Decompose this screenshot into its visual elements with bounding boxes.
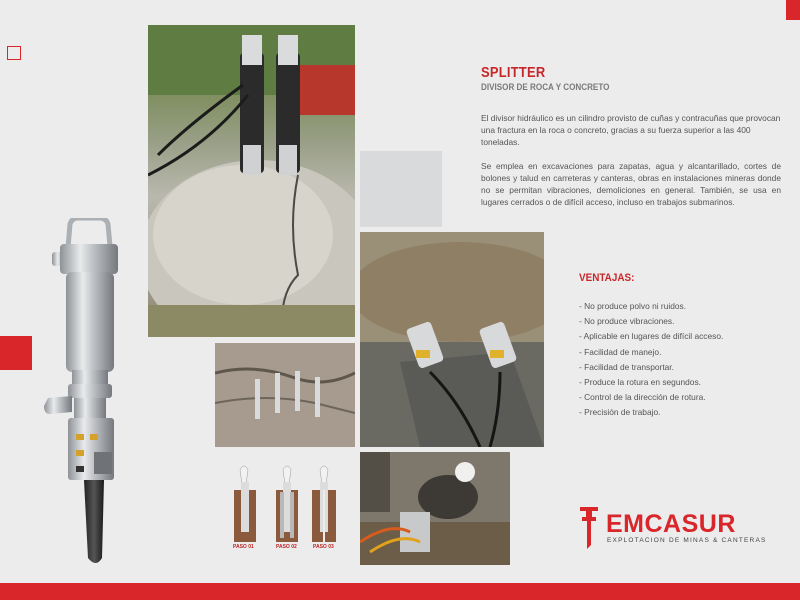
- advantage-item: - No produce vibraciones.: [579, 316, 675, 327]
- step-label-3: PASO 03: [313, 544, 334, 550]
- advantage-item: - Facilidad de transportar.: [579, 361, 674, 372]
- left-red-tab: [0, 336, 32, 370]
- outline-square-decoration: [7, 46, 21, 60]
- advantage-item: - Facilidad de manejo.: [579, 346, 662, 357]
- advantage-item: - Precisión de trabajo.: [579, 407, 661, 418]
- description-paragraph-1: El divisor hidráulico es un cilindro provisto de cuñas y contracuñas que provocan una fractura en la roca o concreto, gracias a su fuerza superior a las 400 toneladas.: [481, 113, 781, 147]
- trench-splitters-photo: [360, 232, 544, 447]
- rock-splitting-photo: [148, 25, 355, 337]
- logo-wordmark: EMCASUR: [606, 510, 736, 538]
- bottom-red-bar: [0, 583, 800, 600]
- advantage-item: - No produce polvo ni ruidos.: [579, 301, 687, 311]
- description-paragraph-2: Se emplea en excavaciones para zapatas, agua y alcantarillado, cortes de bolones y talud en carreteras y canteras, obras en instalaciones mineras donde no se permitan vibraciones, demoliciones en general. También, se usa en lugares cerrados o de difícil acceso, incluso en trabajos submarinos.: [481, 161, 781, 207]
- advantages-list: [579, 299, 723, 421]
- product-title: SPLITTER: [481, 64, 546, 81]
- worker-operating-photo: [360, 452, 510, 565]
- top-right-red-tab: [786, 0, 800, 20]
- advantage-item: - Aplicable en lugares de difícil acceso.: [579, 331, 724, 342]
- advantages-title: VENTAJAS:: [579, 272, 635, 284]
- drilled-rock-photo: [215, 343, 355, 447]
- splitting-steps-diagram: [228, 462, 352, 557]
- product-subtitle: DIVISOR DE ROCA Y CONCRETO: [481, 82, 610, 92]
- logo-tagline: EXPLOTACION DE MINAS & CANTERAS: [607, 537, 767, 544]
- advantage-item: - Produce la rotura en segundos.: [579, 376, 701, 387]
- grey-block-decoration: [360, 151, 442, 227]
- splitter-tool-image: [38, 218, 138, 578]
- advantage-item: - Control de la dirección de rotura.: [579, 392, 706, 403]
- step-label-2: PASO 02: [276, 544, 297, 550]
- step-label-1: PASO 01: [233, 544, 254, 550]
